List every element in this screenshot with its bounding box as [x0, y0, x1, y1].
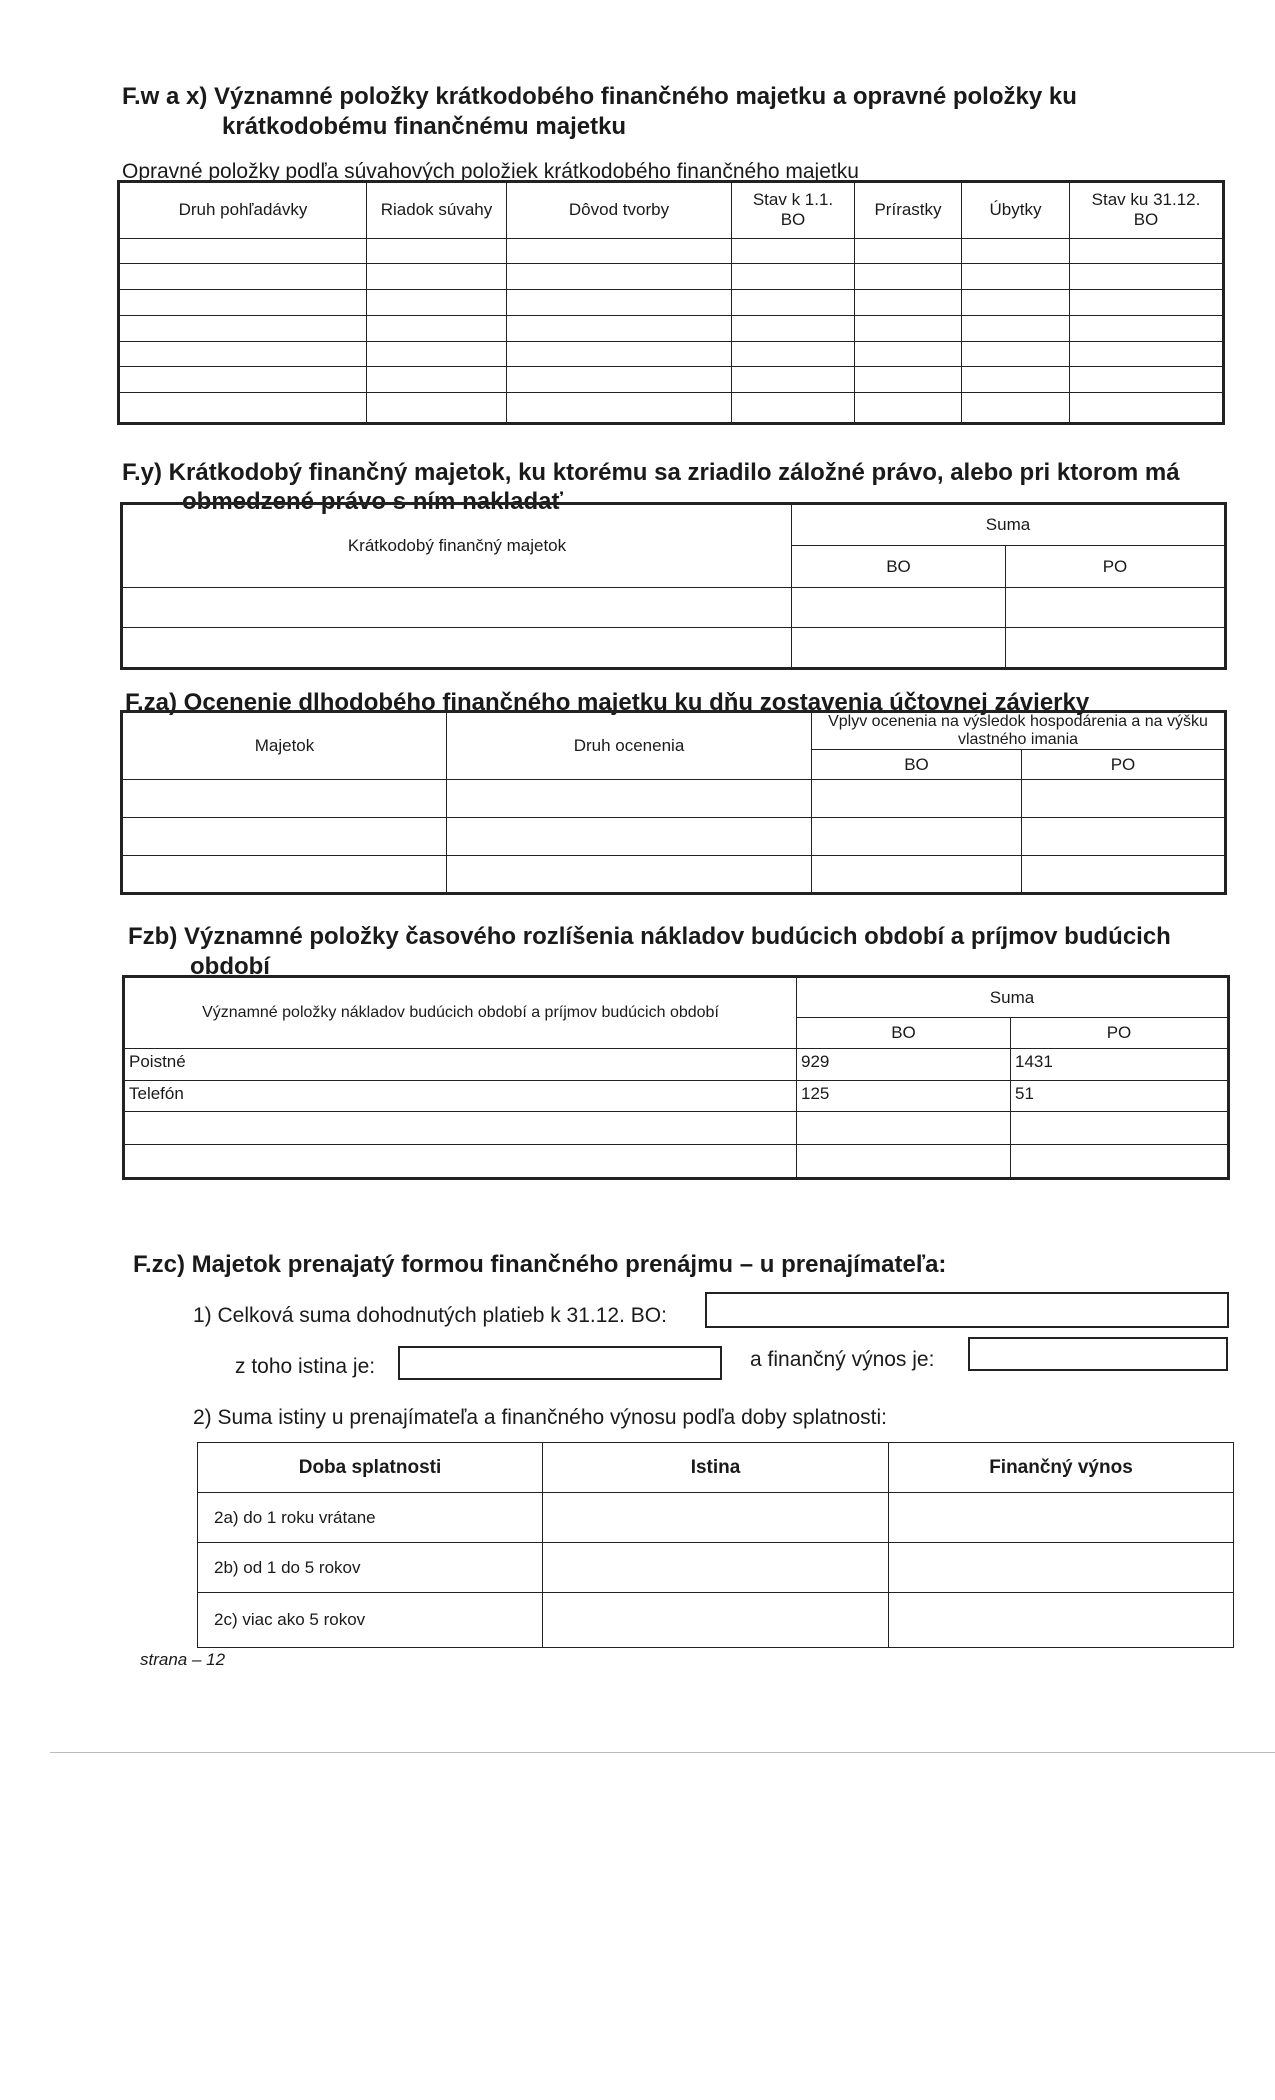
- table-row: [119, 341, 1224, 367]
- fy-table: [120, 502, 1227, 670]
- table-row: [119, 290, 1224, 316]
- fzb-row-po[interactable]: 51: [1011, 1080, 1229, 1111]
- fzb-header-po: PO: [1011, 1018, 1229, 1049]
- fza-header-vplyv: Vplyv ocenenia na výsledok hospodárenia a na výšku vlastného imania: [812, 712, 1226, 750]
- fzc-item2-label: 2) Suma istiny u prenajímateľa a finančného výnosu podľa doby splatnosti:: [193, 1406, 887, 1429]
- fzb-table: [122, 975, 1230, 1180]
- table-row: [124, 1049, 1229, 1080]
- fzb-row-name[interactable]: Telefón: [124, 1080, 797, 1111]
- fwx-header-stav11: Stav k 1.1. BO: [732, 182, 855, 239]
- fzb-header-bo: BO: [797, 1018, 1011, 1049]
- fwx-title-line1: F.w a x) Významné položky krátkodobého finančného majetku a opravné položky ku: [122, 83, 1077, 110]
- table-row: [122, 818, 1226, 856]
- fwx-header-prirastky: Prírastky: [855, 182, 962, 239]
- fza-header-po: PO: [1022, 750, 1226, 780]
- fzb-header-polozky: Významné položky nákladov budúcich období a príjmov budúcich období: [124, 977, 797, 1049]
- fzc-total-payments-field[interactable]: [705, 1292, 1229, 1328]
- fy-title-line1: F.y) Krátkodobý finančný majetok, ku ktorému sa zriadilo záložné právo, alebo pri ktorom má: [122, 459, 1180, 486]
- fy-header-po: PO: [1006, 546, 1226, 588]
- fzc-item1-label: 1) Celková suma dohodnutých platieb k 31.12. BO:: [193, 1304, 667, 1327]
- fy-title-line2: obmedzené právo s ním nakladať: [182, 488, 563, 515]
- fza-header-majetok: Majetok: [122, 712, 447, 780]
- fy-header-majetok: Krátkodobý finančný majetok: [122, 504, 792, 588]
- fza-table: [120, 710, 1227, 895]
- table-row: [122, 628, 1226, 669]
- table-row: [119, 315, 1224, 341]
- fzb-row-po[interactable]: 1431: [1011, 1049, 1229, 1080]
- fwx-header-dovod: Dôvod tvorby: [507, 182, 732, 239]
- table-row: [119, 393, 1224, 424]
- fwx-header-riadok: Riadok súvahy: [367, 182, 507, 239]
- fwx-subtitle: Opravné položky podľa súvahových položiek krátkodobého finančného majetku: [122, 160, 859, 183]
- table-row: [122, 588, 1226, 628]
- table-row: [119, 367, 1224, 393]
- fza-header-druh: Druh ocenenia: [447, 712, 812, 780]
- fwx-header-stav3112: Stav ku 31.12. BO: [1070, 182, 1224, 239]
- fzc-header-vynos: Finančný výnos: [889, 1443, 1234, 1493]
- fzc-header-istina: Istina: [543, 1443, 889, 1493]
- fzb-row-bo[interactable]: 929: [797, 1049, 1011, 1080]
- fzc-row-label: 2c) viac ako 5 rokov: [198, 1593, 543, 1648]
- table-row: [119, 238, 1224, 264]
- table-row: [119, 264, 1224, 290]
- page-divider: [50, 1752, 1275, 1753]
- fwx-table: [117, 180, 1225, 425]
- table-row: [124, 1111, 1229, 1144]
- fy-header-bo: BO: [792, 546, 1006, 588]
- fzc-title: F.zc) Majetok prenajatý formou finančného prenájmu – u prenajímateľa:: [133, 1251, 947, 1278]
- fzc-row-label: 2a) do 1 roku vrátane: [198, 1493, 543, 1543]
- table-row: [124, 1080, 1229, 1111]
- table-row: [198, 1493, 1234, 1543]
- fzc-istina-label: z toho istina je:: [235, 1355, 376, 1378]
- fzc-istina-field[interactable]: [398, 1346, 722, 1380]
- fzc-vynos-label: a finančný výnos je:: [750, 1348, 935, 1371]
- fwx-title-line2: krátkodobému finančnému majetku: [222, 113, 627, 140]
- page-number: strana – 12: [140, 1650, 226, 1669]
- fzb-title-line1: Fzb) Významné položky časového rozlíšenia nákladov budúcich období a príjmov budúcich: [128, 923, 1171, 950]
- fy-header-suma: Suma: [792, 504, 1226, 546]
- fzb-row-bo[interactable]: 125: [797, 1080, 1011, 1111]
- table-row: [124, 1144, 1229, 1178]
- fwx-header-ubytky: Úbytky: [962, 182, 1070, 239]
- fza-header-bo: BO: [812, 750, 1022, 780]
- table-row: [122, 856, 1226, 894]
- table-row: [122, 780, 1226, 818]
- fzc-header-doba: Doba splatnosti: [198, 1443, 543, 1493]
- fza-title: F.za) Ocenenie dlhodobého finančného majetku ku dňu zostavenia účtovnej závierky: [125, 689, 1090, 716]
- fzc-header-row: [198, 1443, 1234, 1493]
- fzb-title-line2: období: [190, 953, 270, 980]
- fzb-header-suma: Suma: [797, 977, 1229, 1018]
- fwx-header-druh: Druh pohľadávky: [119, 182, 367, 239]
- table-row: [198, 1593, 1234, 1648]
- fzb-row-name[interactable]: Poistné: [124, 1049, 797, 1080]
- fwx-header-row: [119, 182, 1224, 239]
- fzc-row-label: 2b) od 1 do 5 rokov: [198, 1543, 543, 1593]
- fzc-vynos-field[interactable]: [968, 1337, 1228, 1371]
- fzc-table: [197, 1442, 1234, 1648]
- table-row: [198, 1543, 1234, 1593]
